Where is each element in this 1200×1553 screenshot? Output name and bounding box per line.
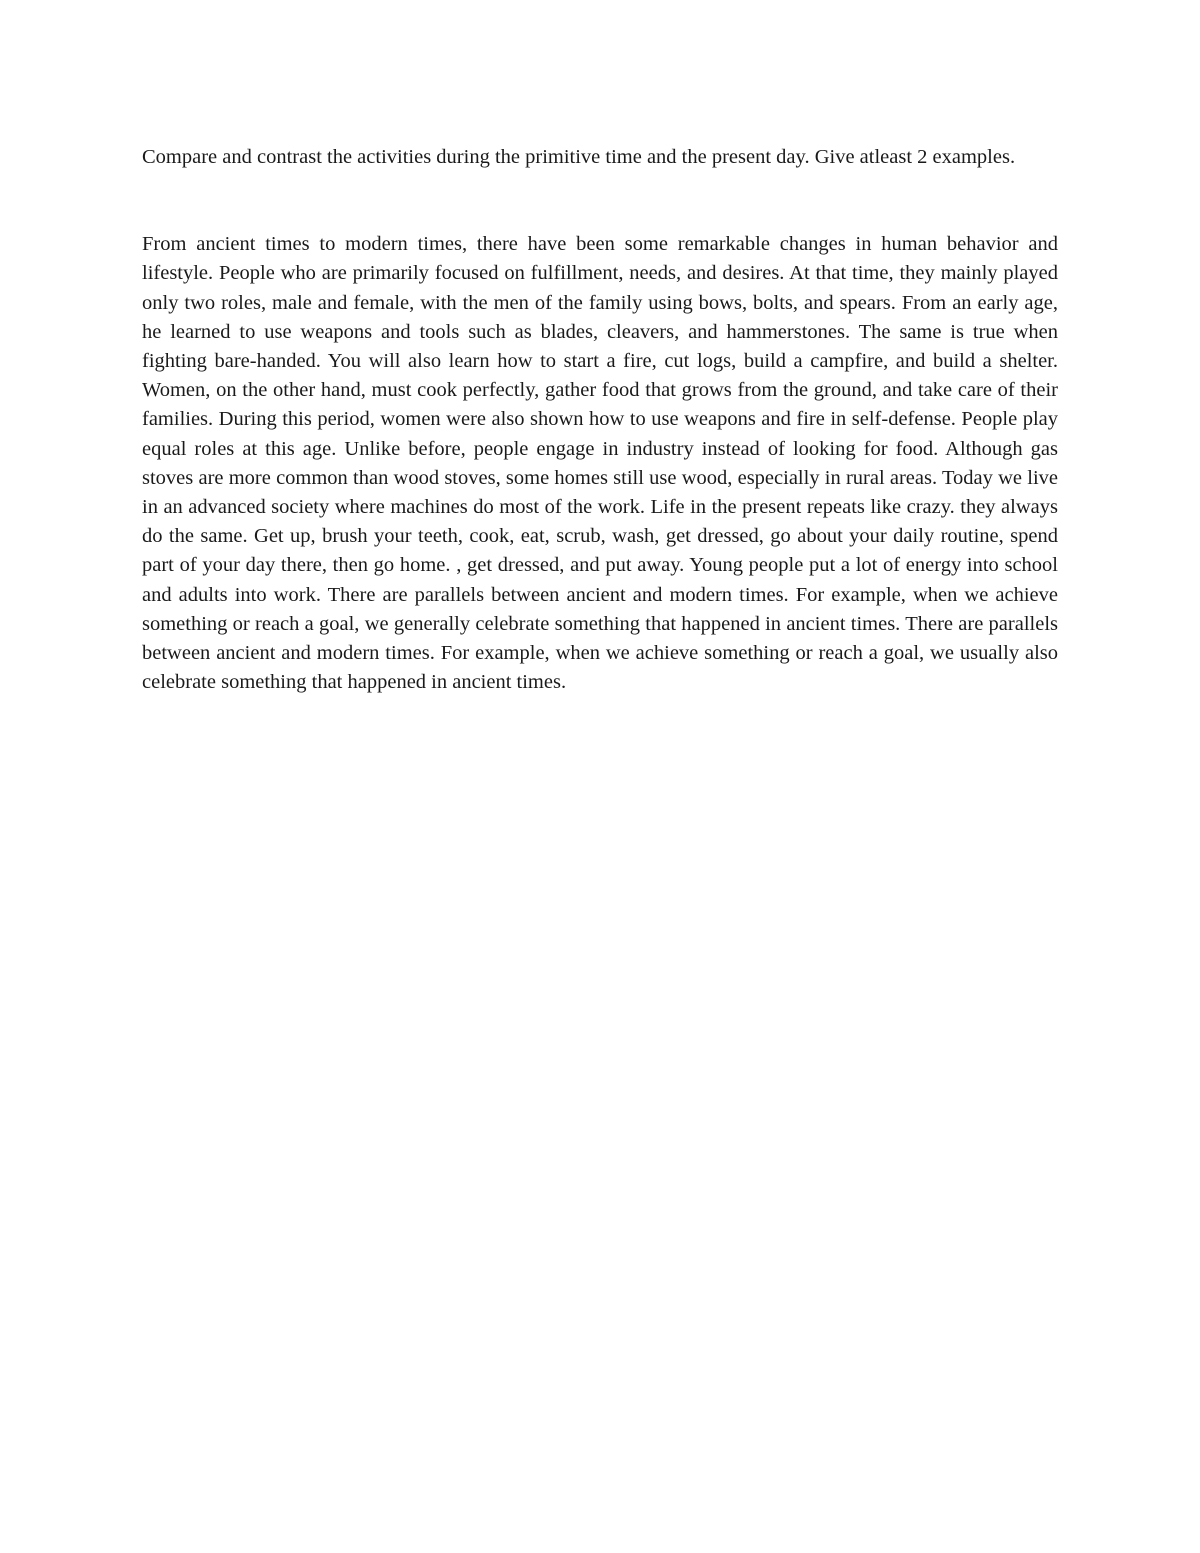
document-body <box>142 143 1058 697</box>
answer-paragraph: From ancient times to modern times, there have been some remarkable changes in human behavior and lifestyle. People who are primarily focused on fulfillment, needs, and desires. At that time, they mainly played only two roles, male and female, with the men of the family using bows, bolts, and spears. From an early age, he learned to use weapons and tools such as blades, cleavers, and hammerstones. The same is true when fighting bare-handed. You will also learn how to start a fire, cut logs, build a campfire, and build a shelter. Women, on the other hand, must cook perfectly, gather food that grows from the ground, and take care of their families. During this period, women were also shown how to use weapons and fire in self-defense. People play equal roles at this age. Unlike before, people engage in industry instead of looking for food. Although gas stoves are more common than wood stoves, some homes still use wood, especially in rural areas. Today we live in an advanced society where machines do most of the work. Life in the present repeats like crazy. they always do the same. Get up, brush your teeth, cook, eat, scrub, wash, get dressed, go about your daily routine, spend part of your day there, then go home. , get dressed, and put away. Young people put a lot of energy into school and adults into work. There are parallels between ancient and modern times. For example, when we achieve something or reach a goal, we generally celebrate something that happened in ancient times. There are parallels between ancient and modern times. For example, when we achieve something or reach a goal, we usually also celebrate something that happened in ancient times. <box>142 233 1058 694</box>
question-text: Compare and contrast the activities during the primitive time and the present day. Give atleast 2 examples. <box>142 146 1016 168</box>
